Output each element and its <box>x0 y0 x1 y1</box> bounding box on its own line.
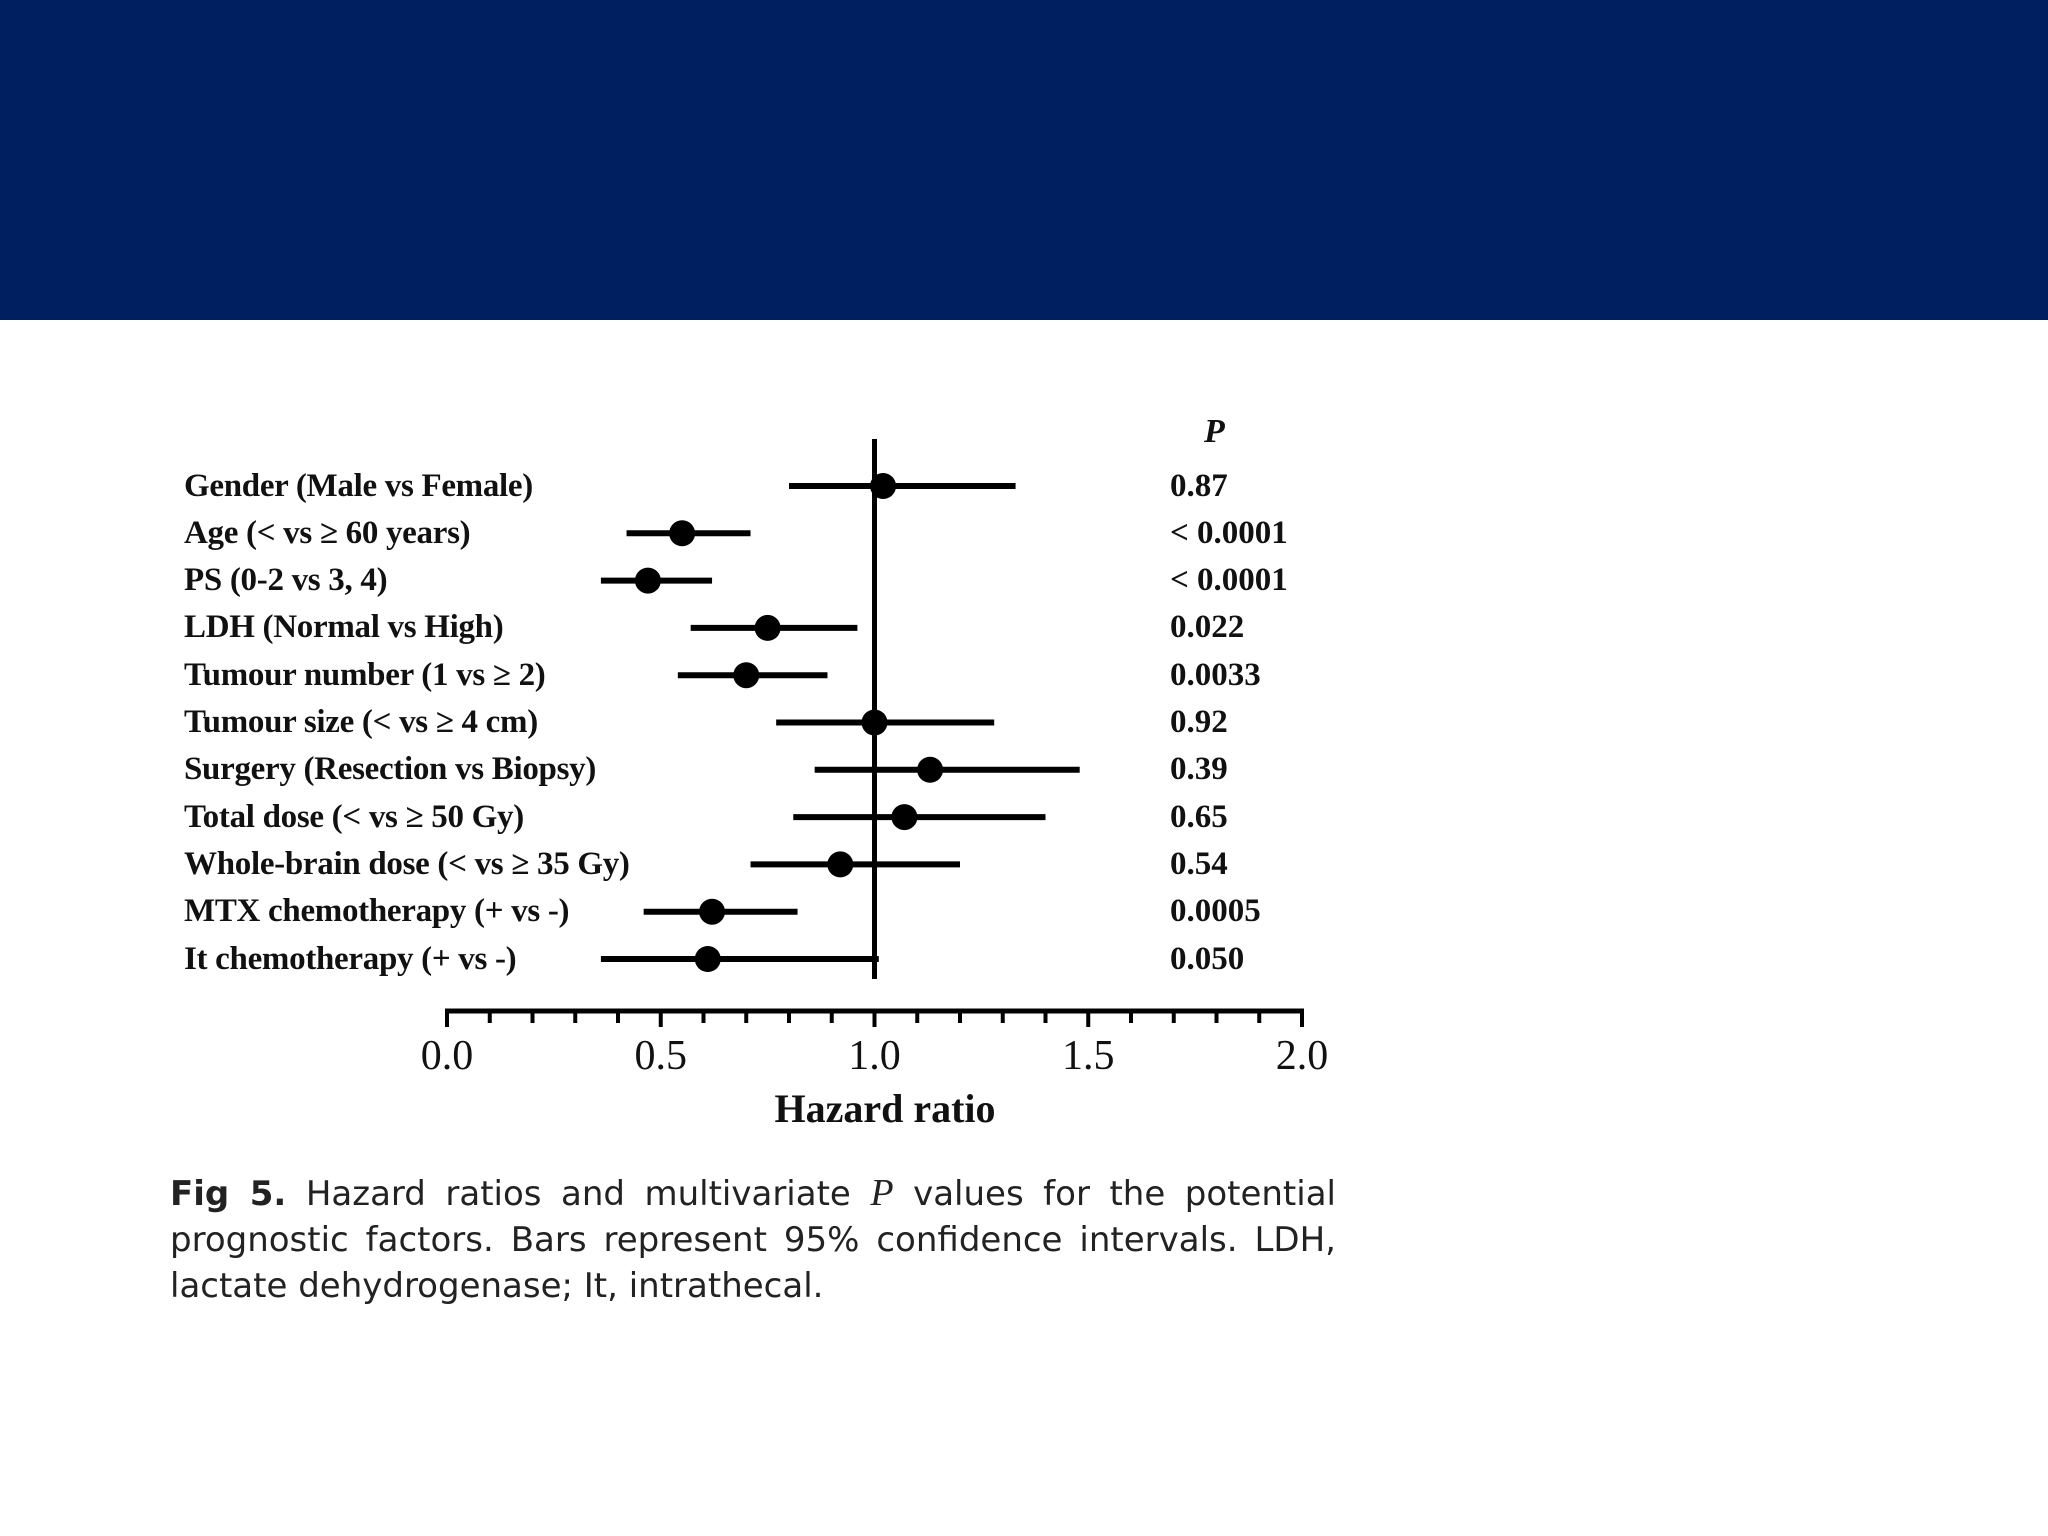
p-value: 0.65 <box>1170 798 1228 835</box>
hr-point <box>917 757 943 783</box>
x-tick-label: 1.5 <box>1062 1033 1115 1079</box>
x-tick-label: 1.0 <box>848 1033 901 1079</box>
p-value: < 0.0001 <box>1170 514 1288 551</box>
p-column-header: P <box>1204 413 1225 450</box>
factor-label: MTX chemotherapy (+ vs -) <box>184 893 570 930</box>
factor-label: Tumour number (1 vs ≥ 2) <box>184 656 546 693</box>
factor-label: PS (0-2 vs 3, 4) <box>184 562 388 599</box>
p-value: 0.050 <box>1170 940 1245 977</box>
p-value: 0.87 <box>1170 467 1228 504</box>
p-value: < 0.0001 <box>1170 562 1288 599</box>
factor-label: LDH (Normal vs High) <box>184 609 504 646</box>
factor-label: Age (< vs ≥ 60 years) <box>184 514 471 551</box>
hr-point <box>870 473 896 499</box>
hr-point <box>699 899 725 925</box>
hr-point <box>635 568 661 594</box>
p-value: 0.0033 <box>1170 656 1261 693</box>
caption-p-symbol: P <box>870 1172 894 1214</box>
caption-text-post: values for the potential prognostic factors. Bars represent 95% confidence intervals. LDH, lactate dehydrogenase; It, intrathecal. <box>170 1174 1336 1306</box>
p-value: 0.92 <box>1170 704 1228 740</box>
factor-label: Total dose (< vs ≥ 50 Gy) <box>184 798 524 835</box>
factor-label: Whole-brain dose (< vs ≥ 35 Gy) <box>184 845 630 882</box>
x-tick-label: 0.5 <box>634 1033 687 1079</box>
hr-point <box>891 804 917 830</box>
hr-point <box>669 520 695 546</box>
hr-point <box>862 710 888 736</box>
p-value: 0.54 <box>1170 845 1228 882</box>
hr-point <box>827 851 853 877</box>
hr-point <box>755 615 781 641</box>
p-value: 0.0005 <box>1170 893 1261 930</box>
x-tick-label: 0.0 <box>420 1033 474 1079</box>
factor-label: It chemotherapy (+ vs -) <box>184 940 517 977</box>
p-value: 0.022 <box>1170 609 1245 646</box>
factor-label: Gender (Male vs Female) <box>184 467 533 504</box>
hr-point <box>695 946 721 972</box>
figure-caption <box>170 1170 1336 1309</box>
hr-point <box>733 662 759 688</box>
factor-label: Tumour size (< vs ≥ 4 cm) <box>184 704 538 740</box>
caption-fig-label: Fig 5. <box>170 1174 287 1214</box>
x-tick-label: 2.0 <box>1275 1033 1329 1079</box>
factor-label: Surgery (Resection vs Biopsy) <box>184 751 597 788</box>
p-value: 0.39 <box>1170 751 1228 788</box>
caption-text-pre: Hazard ratios and multivariate <box>305 1174 851 1214</box>
